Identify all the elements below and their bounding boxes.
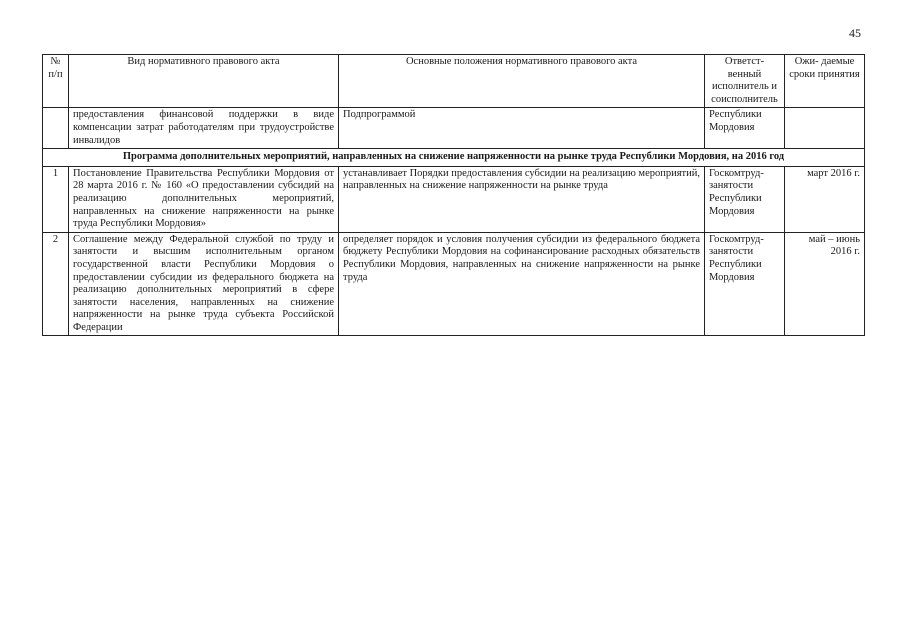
table-row-continuation <box>43 108 865 149</box>
cell-number: 1 <box>43 166 69 232</box>
cell-act-type: предоставления финансовой поддержки в виде компенсации затрат работодателям при трудоустройстве инвалидов <box>69 108 339 149</box>
cell-term: март 2016 г. <box>785 166 865 232</box>
cell-term: май – июнь 2016 г. <box>785 232 865 336</box>
cell-responsible: Госкомтруд- занятости Республики Мордовия <box>705 166 785 232</box>
header-provisions: Основные положения нормативного правового акта <box>339 55 705 108</box>
cell-act-type: Постановление Правительства Республики Мордовия от 28 марта 2016 г. № 160 «О предоставлении субсидий на реализацию дополнительных мероприятий, направленных на снижение напряженности на рынке труда Республики Мордовия» <box>69 166 339 232</box>
header-term: Ожи- даемые сроки принятия <box>785 55 865 108</box>
cell-provisions: определяет порядок и условия получения субсидии из федерального бюджета бюджету Республики Мордовия на софинансирование расходных обязательств Республики Мордовия, направленных на снижение напряженности на рынке труда <box>339 232 705 336</box>
table-header-row <box>43 55 865 108</box>
section-title: Программа дополнительных мероприятий, направленных на снижение напряженности на рынке труда Республики Мордовия, на 2016 год <box>43 149 865 167</box>
cell-term <box>785 108 865 149</box>
cell-provisions: устанавливает Порядки предоставления субсидии на реализацию мероприятий, направленных на снижение напряженности на рынке труда <box>339 166 705 232</box>
header-responsible: Ответст- венный исполнитель и соисполнитель <box>705 55 785 108</box>
cell-number: 2 <box>43 232 69 336</box>
table-row <box>43 232 865 336</box>
cell-number <box>43 108 69 149</box>
cell-act-type: Соглашение между Федеральной службой по труду и занятости и высшим исполнительным органом государственной власти Республики Мордовия о предоставлении субсидии из федерального бюджета на реализацию дополнительных мероприятий в сфере занятости населения, направленных на снижение напряженности на рынке труда субъекта Российской Федерации <box>69 232 339 336</box>
cell-responsible: Госкомтруд- занятости Республики Мордовия <box>705 232 785 336</box>
normative-acts-table <box>42 54 865 336</box>
header-act-type: Вид нормативного правового акта <box>69 55 339 108</box>
header-number: № п/п <box>43 55 69 108</box>
page-number: 45 <box>849 26 861 40</box>
cell-responsible: Республики Мордовия <box>705 108 785 149</box>
table-row <box>43 166 865 232</box>
cell-provisions: Подпрограммой <box>339 108 705 149</box>
section-row <box>43 149 865 167</box>
